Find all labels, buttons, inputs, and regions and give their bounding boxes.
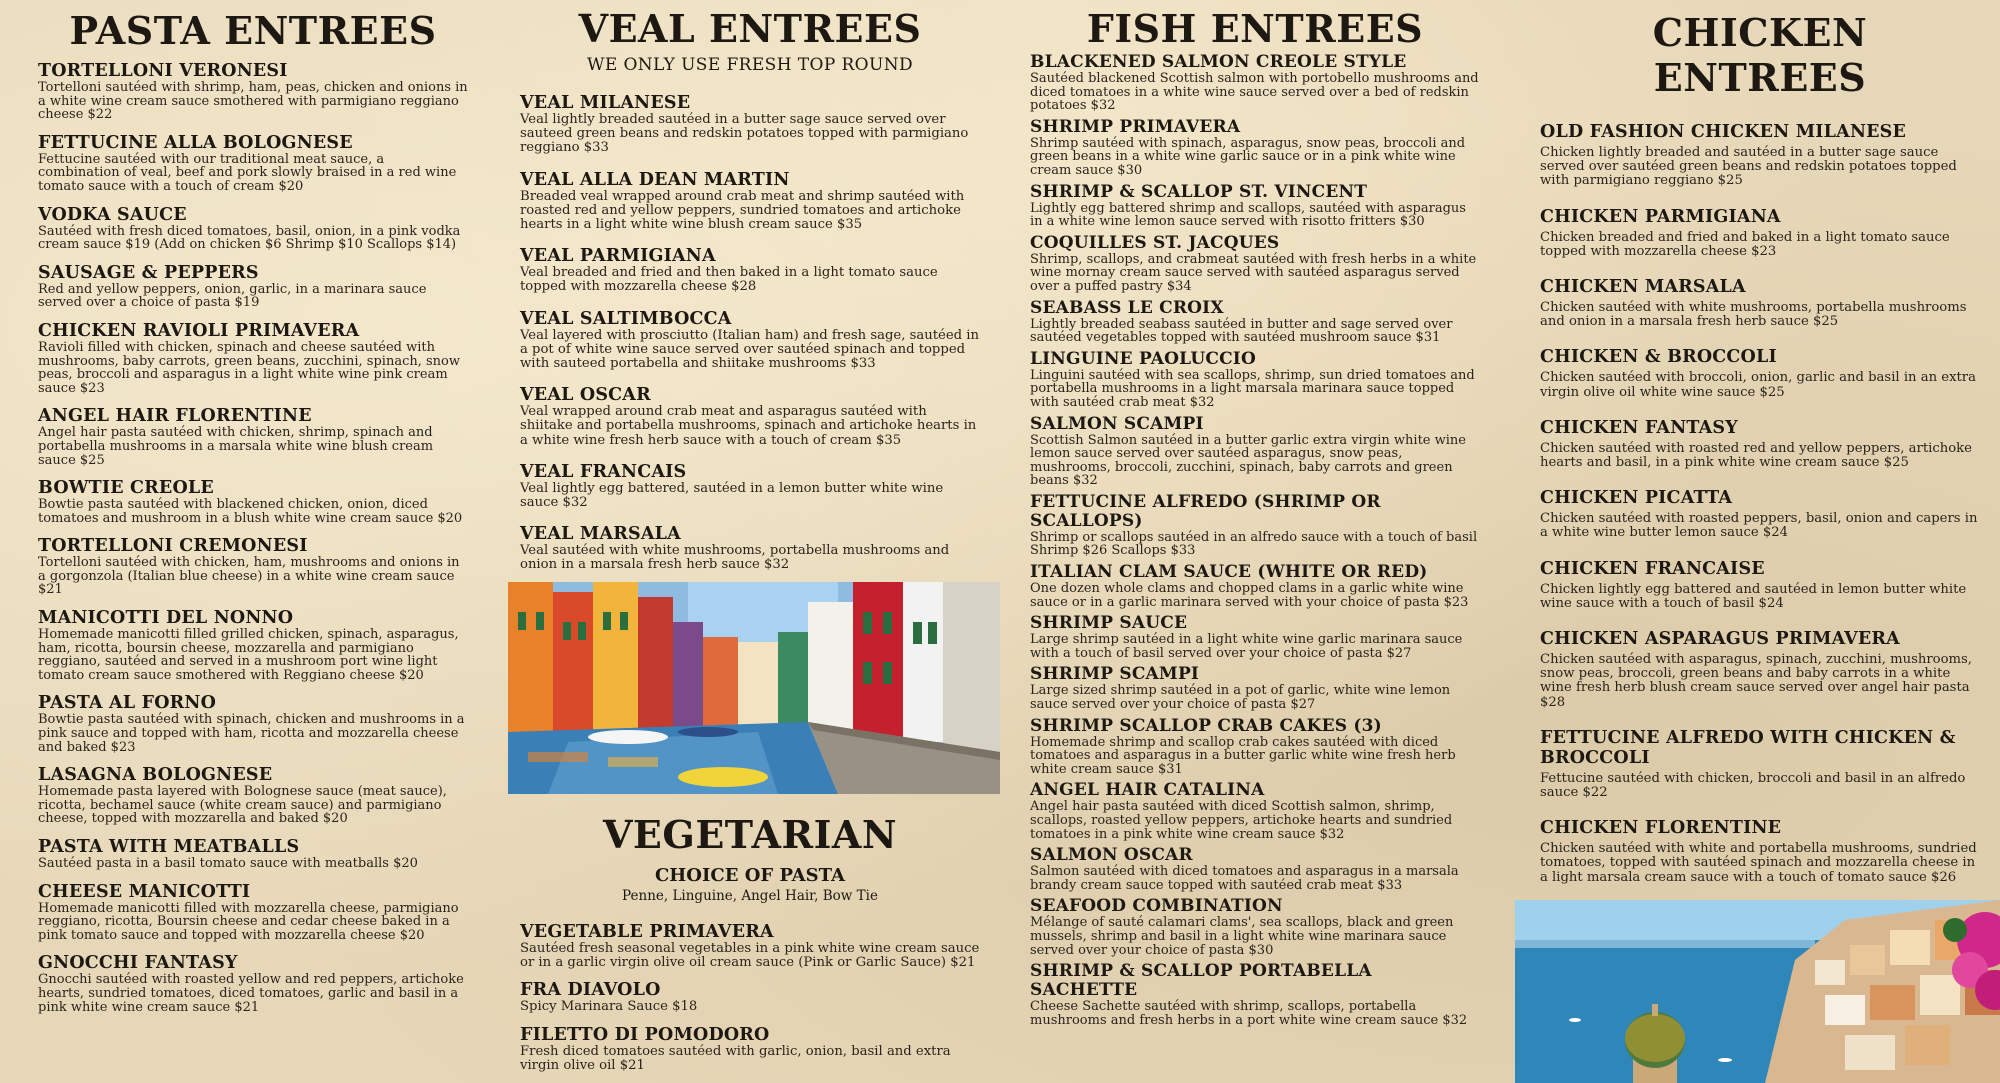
menu-item-name: VEAL ALLA DEAN MARTIN — [520, 169, 790, 190]
menu-item-description: Scottish Salmon sautéed in a butter garlic extra virgin white wine lemon sauce served over sautéed asparagus, snow peas, mushrooms, broccoli, zucchini, spinach, baby carrots and green beans $32 — [1030, 432, 1466, 489]
menu-item-description: Sautéed blackened Scottish salmon with portobello mushrooms and diced tomatoes in a white wine sauce served over a bed of redskin potatoes $32 — [1030, 71, 1479, 114]
menu-item — [1540, 728, 1980, 800]
fish-items — [1030, 53, 1480, 1027]
menu-item — [1030, 614, 1480, 660]
menu-item-name: VEAL MILANESE — [520, 93, 691, 113]
menu-item-name: SEABASS LE CROIX — [1030, 297, 1224, 318]
menu-item-description: Veal breaded and fried and then baked in a light tomato sauce topped with mozzarella cheese $28 — [520, 265, 938, 295]
menu-item-name: PASTA WITH MEATBALLS — [38, 837, 300, 857]
menu-item-name: VEAL FRANCAIS — [520, 461, 687, 482]
menu-item-name: ITALIAN CLAM SAUCE (WHITE OR RED) — [1030, 562, 1428, 583]
menu-item — [1030, 183, 1480, 229]
menu-item-name: CHICKEN MARSALA — [1540, 277, 1746, 298]
menu-item — [520, 309, 980, 372]
menu-item-description: Large shrimp sautéed in a light white wine garlic marinara sauce with a touch of basil served over your choice of pasta $27 — [1030, 632, 1463, 661]
menu-item — [1030, 781, 1480, 841]
menu-item-description: Mélange of sauté calamari clams', sea scallops, black and green mussels, shrimp and basil in a light white wine marinara sauce served over your choice of pasta $30 — [1030, 915, 1454, 958]
menu-item-description: Veal wrapped around crab meat and asparagus sautéed with shiitake and portabella mushrooms, spinach and artichoke hearts in a white wine fresh herb sauce with a touch of cream $35 — [520, 404, 977, 448]
menu-item-name: OLD FASHION CHICKEN MILANESE — [1540, 122, 1907, 142]
menu-item-name: SHRIMP & SCALLOP ST. VINCENT — [1030, 181, 1368, 202]
menu-item-description: Chicken sautéed with white mushrooms, portabella mushrooms and onion in a marsala fresh herb sauce $25 — [1540, 300, 1967, 330]
menu-item-description: Linguini sautéed with sea scallops, shrimp, sun dried tomatoes and portabella mushrooms in a light marsala marinara sauce topped with sautéed crab meat $32 — [1030, 367, 1475, 410]
menu-item-description: Large sized shrimp sautéed in a pot of garlic, white wine lemon sauce served over your choice of pasta $27 — [1030, 683, 1451, 713]
menu-item-description: Shrimp or scallops sautéed in an alfredo sauce with a touch of basil Shrimp $26 Scallops $33 — [1030, 529, 1478, 559]
menu-item-name: COQUILLES ST. JACQUES — [1030, 232, 1280, 253]
menu-item — [520, 462, 980, 510]
menu-item — [520, 980, 980, 1014]
menu-item-description: Chicken sautéed with roasted red and yellow peppers, artichoke hearts and basil, in a pink white wine cream sauce $25 — [1540, 440, 1972, 471]
menu-item-name: PASTA AL FORNO — [38, 693, 217, 714]
menu-item — [1030, 493, 1480, 558]
menu-item-name: MANICOTTI DEL NONNO — [38, 608, 294, 629]
choice-of-pasta-title: CHOICE OF PASTA — [654, 865, 846, 886]
menu-item-description: Homemade shrimp and scallop crab cakes sautéed with diced tomatoes and asparagus in a butter garlic white wine fresh herb white cream sauce $31 — [1030, 734, 1456, 777]
menu-item — [38, 478, 468, 525]
menu-item-name: FETTUCINE ALFREDO (SHRIMP OR SCALLOPS) — [1030, 491, 1381, 531]
menu-item-name: SALMON OSCAR — [1030, 845, 1193, 866]
menu-item-name: SAUSAGE & PEPPERS — [38, 262, 259, 283]
veal-items — [520, 93, 980, 573]
menu-item-name: ANGEL HAIR FLORENTINE — [38, 406, 312, 427]
menu-item — [38, 61, 468, 122]
menu-item — [1030, 415, 1480, 488]
menu-item-name: LASAGNA BOLOGNESE — [38, 765, 273, 786]
menu-item — [1030, 665, 1480, 711]
vegetarian-section-title: VEGETARIAN — [602, 812, 898, 857]
menu-item — [1540, 818, 1980, 885]
menu-item-name: VEAL PARMIGIANA — [520, 246, 716, 267]
menu-item-description: Chicken sautéed with asparagus, spinach, zucchini, mushrooms, snow peas, broccoli, green beans and baby carrots in a white wine fresh herb blush cream sauce served over angel hair pasta $28 — [1540, 652, 1972, 710]
menu-item — [38, 837, 468, 871]
vegetarian-items — [520, 922, 980, 1073]
menu-item-description: Sautéed fresh seasonal vegetables in a pink white wine cream sauce or in a garlic virgin olive oil cream sauce (Pink or Garlic Sauce) $21 — [520, 941, 980, 971]
pasta-section-title: PASTA ENTREES — [69, 8, 437, 53]
menu-item-description: Red and yellow peppers, onion, garlic, in a marinara sauce served over a choice of pasta $19 — [38, 281, 427, 311]
menu-item-description: Fettucine sautéed with our traditional meat sauce, a combination of veal, beef and pork slowly braised in a red wine tomato sauce with a touch of cream $20 — [38, 151, 457, 194]
menu-item-name: FETTUCINE ALFREDO WITH CHICKEN & BROCCOLI — [1540, 727, 1956, 768]
menu-item-description: Lightly breaded seabass sautéed in butter and sage served over sautéed vegetables topped with sautéed mushroom sauce $31 — [1030, 316, 1453, 346]
menu-item-description: Veal lightly breaded sautéed in a butter sage sauce served over sauteed green beans and redskin potatoes topped with parmigiano reggiano $33 — [520, 112, 969, 156]
menu-item-name: CHICKEN FLORENTINE — [1540, 818, 1782, 839]
menu-item — [1030, 717, 1480, 777]
menu-item — [1030, 299, 1480, 345]
menu-item — [1540, 347, 1980, 399]
menu-item-name: SHRIMP & SCALLOP PORTABELLA SACHETTE — [1030, 961, 1372, 1001]
choice-of-pasta-options: Penne, Linguine, Angel Hair, Bow Tie — [622, 888, 878, 904]
menu-item — [1030, 846, 1480, 892]
menu-item — [1540, 559, 1980, 611]
menu-item — [1540, 418, 1980, 470]
menu-item-name: VEAL OSCAR — [520, 385, 651, 406]
menu-item — [38, 953, 468, 1014]
menu-item-description: Ravioli filled with chicken, spinach and cheese sautéed with mushrooms, baby carrots, green beans, zucchini, spinach, snow peas, broccoli and asparagus in a light white wine pink cream sauce $23 — [38, 339, 460, 396]
menu-item — [520, 1025, 980, 1073]
menu-item — [1030, 53, 1480, 113]
menu-item-description: Cheese Sachette sautéed with shrimp, scallops, portabella mushrooms and fresh herbs in a port white wine cream sauce $32 — [1030, 999, 1468, 1028]
menu-item — [1540, 629, 1980, 710]
menu-item — [520, 170, 980, 233]
menu-item-name: CHICKEN RAVIOLI PRIMAVERA — [38, 320, 360, 341]
menu-item-name: CHICKEN PICATTA — [1540, 488, 1733, 509]
menu-item-name: CHEESE MANICOTTI — [38, 881, 251, 902]
menu-item — [38, 536, 468, 597]
menu-item — [1030, 118, 1480, 178]
menu-item — [1540, 488, 1980, 540]
menu-item — [38, 205, 468, 252]
menu-item-description: One dozen whole clams and chopped clams in a garlic white wine sauce or in a garlic marinara served with your choice of pasta $23 — [1030, 581, 1469, 610]
menu-item — [1030, 962, 1480, 1027]
menu-item-description: Veal lightly egg battered, sautéed in a lemon butter white wine sauce $32 — [520, 480, 944, 511]
menu-item-name: FETTUCINE ALLA BOLOGNESE — [38, 132, 353, 153]
menu-item-name: CHICKEN FANTASY — [1540, 417, 1738, 438]
menu-item-name: SHRIMP SCAMPI — [1030, 664, 1200, 685]
menu-item-name: VODKA SAUCE — [38, 204, 187, 225]
menu-item — [38, 321, 468, 395]
menu-item-name: CHICKEN FRANCAISE — [1540, 558, 1765, 579]
menu-item-description: Shrimp sautéed with spinach, asparagus, snow peas, broccoli and green beans in a white wine garlic sauce or in a pink white wine cream sauce $30 — [1030, 135, 1466, 178]
menu-item-name: VEGETABLE PRIMAVERA — [520, 922, 774, 942]
menu-item — [1030, 897, 1480, 957]
menu-item — [38, 133, 468, 194]
menu-item-description: Homemade manicotti filled with mozzarella cheese, parmigiano reggiano, ricotta, Boursin cheese and cedar cheese baked in a pink tomato sauce and topped with mozzarella cheese $20 — [38, 900, 459, 943]
chicken-items — [1540, 122, 1980, 969]
coastal-village-photo — [1515, 900, 2000, 1083]
menu-item-description: Fettucine sautéed with chicken, broccoli and basil in an alfredo sauce $22 — [1540, 770, 1966, 801]
menu-item — [520, 524, 980, 572]
menu-item-name: SHRIMP SAUCE — [1030, 613, 1188, 634]
veal-subtitle: WE ONLY USE FRESH TOP ROUND — [586, 55, 914, 75]
menu-item-description: Lightly egg battered shrimp and scallops, sautéed with asparagus in a white wine lemon sauce served with risotto fritters $30 — [1030, 200, 1466, 230]
menu-item — [38, 263, 468, 310]
vegetarian-section — [520, 812, 980, 1083]
menu-item-description: Angel hair pasta sautéed with chicken, shrimp, spinach and portabella mushrooms in a marsala white wine blush cream sauce $25 — [38, 425, 434, 468]
pasta-items — [38, 61, 468, 1014]
menu-item-description: Sautéed pasta in a basil tomato sauce with meatballs $20 — [38, 856, 418, 871]
menu-item-description: Veal sautéed with white mushrooms, portabella mushrooms and onion in a marsala fresh herb sauce $32 — [520, 543, 950, 573]
menu-item-name: GNOCCHI FANTASY — [38, 953, 238, 974]
menu-item — [1030, 563, 1480, 609]
menu-item-name: SEAFOOD COMBINATION — [1030, 896, 1283, 917]
menu-item — [520, 922, 980, 970]
menu-item-name: CHICKEN ASPARAGUS PRIMAVERA — [1540, 629, 1900, 650]
menu-item — [520, 385, 980, 448]
menu-item-name: FILETTO DI POMODORO — [520, 1024, 770, 1045]
menu-item-name: TORTELLONI VERONESI — [38, 61, 288, 81]
menu-item — [1540, 122, 1980, 189]
menu-item — [38, 882, 468, 943]
veal-section-title: VEAL ENTREES — [578, 6, 922, 51]
menu-item — [1030, 234, 1480, 294]
menu-item-name: BOWTIE CREOLE — [38, 478, 214, 499]
menu-item-name: BLACKENED SALMON CREOLE STYLE — [1030, 52, 1407, 72]
menu-item-name: TORTELLONI CREMONESI — [38, 536, 308, 557]
menu-item-description: Chicken sautéed with broccoli, onion, garlic and basil in an extra virgin olive oil white wine sauce $25 — [1540, 370, 1976, 400]
fish-section-title: FISH ENTREES — [1086, 6, 1424, 51]
menu-item — [1540, 277, 1980, 329]
pasta-column — [38, 0, 468, 1083]
menu-item — [38, 406, 468, 467]
menu-item-description: Shrimp, scallops, and crabmeat sautéed with fresh herbs in a white wine mornay cream sauce served with sautéed asparagus served over a puffed pastry $34 — [1030, 251, 1477, 294]
venice-canal-photo — [508, 582, 1000, 794]
menu-item-description: Gnocchi sautéed with roasted yellow and red peppers, artichoke hearts, sundried tomatoes, diced tomatoes, garlic and basil in a pink white wine cream sauce $21 — [38, 972, 464, 1015]
menu-item — [38, 608, 468, 682]
menu-item-description: Veal layered with prosciutto (Italian ham) and fresh sage, sautéed in a pot of white wine sauce served over sautéed spinach and topped with sauteed portabella and shiitake mushrooms $33 — [520, 327, 979, 372]
menu-item — [1540, 207, 1980, 259]
menu-item-name: LINGUINE PAOLUCCIO — [1030, 348, 1256, 369]
menu-item-description: Spicy Marinara Sauce $18 — [520, 999, 698, 1015]
fish-column — [1030, 0, 1480, 1083]
menu-item-description: Chicken breaded and fried and baked in a light tomato sauce topped with mozzarella cheese $23 — [1540, 229, 1950, 259]
menu-item-description: Fresh diced tomatoes sautéed with garlic, onion, basil and extra virgin olive oil $21 — [520, 1043, 951, 1073]
menu-item — [38, 693, 468, 754]
menu-item-description: Chicken lightly egg battered and sautéed in lemon butter white wine sauce with a touch of basil $24 — [1540, 581, 1967, 611]
menu-item-description: Chicken sautéed with roasted peppers, basil, onion and capers in a white wine butter lemon sauce $24 — [1540, 511, 1978, 541]
menu-item-name: SHRIMP PRIMAVERA — [1030, 116, 1241, 137]
menu-item-description: Salmon sautéed with diced tomatoes and asparagus in a marsala brandy cream sauce topped with sautéed crab meat $33 — [1030, 864, 1459, 893]
menu-item-name: FRA DIAVOLO — [520, 980, 661, 1001]
menu-item-name: VEAL SALTIMBOCCA — [520, 308, 732, 329]
menu-item-description: Breaded veal wrapped around crab meat and shrimp sautéed with roasted red and yellow peppers, sundried tomatoes and artichoke hearts in a light white wine blush cream sauce $35 — [520, 188, 965, 233]
menu-item-name: CHICKEN & BROCCOLI — [1540, 347, 1777, 368]
menu-item-name: SHRIMP SCALLOP CRAB CAKES (3) — [1030, 715, 1382, 736]
menu-item — [38, 765, 468, 826]
menu-item-description: Bowtie pasta sautéed with spinach, chicken and mushrooms in a pink sauce and topped with ham, ricotta and mozzarella cheese and baked $23 — [38, 712, 465, 755]
menu-item-name: SALMON SCAMPI — [1030, 413, 1204, 434]
chicken-section-title: CHICKEN ENTREES — [1652, 10, 1868, 100]
menu-item — [520, 246, 980, 294]
menu-item-description: Chicken lightly breaded and sautéed in a butter sage sauce served over sautéed green beans and redskin potatoes topped with parmigiano reggiano $25 — [1540, 145, 1957, 189]
menu-item — [1030, 350, 1480, 410]
menu-item-description: Bowtie pasta sautéed with blackened chicken, onion, diced tomatoes and mushroom in a blush white wine cream sauce $20 — [38, 497, 463, 526]
menu-item-description: Angel hair pasta sautéed with diced Scottish salmon, shrimp, scallops, roasted yellow peppers, artichoke hearts and sundried tomatoes in a pink white wine cream sauce $32 — [1030, 799, 1453, 842]
menu-item-description: Sautéed with fresh diced tomatoes, basil, onion, in a pink vodka cream sauce $19 (Add on chicken $6 Shrimp $10 Scallops $14) — [38, 223, 461, 253]
menu-item — [520, 93, 980, 156]
menu-item-description: Chicken sautéed with white and portabella mushrooms, sundried tomatoes, topped with sautéed spinach and mozzarella cheese in a light marsala cream sauce with a touch of tomato sauce $26 — [1540, 841, 1977, 885]
menu-item-description: Tortelloni sautéed with chicken, ham, mushrooms and onions in a gorgonzola (Italian blue cheese) in a white wine cream sauce $21 — [38, 555, 460, 598]
menu-item-name: CHICKEN PARMIGIANA — [1540, 206, 1781, 227]
menu-item-description: Tortelloni sautéed with shrimp, ham, peas, chicken and onions in a white wine cream sauce smothered with parmigiano reggiano cheese $22 — [38, 80, 468, 123]
menu-item-name: ANGEL HAIR CATALINA — [1030, 780, 1265, 801]
menu-item-description: Homemade pasta layered with Bolognese sauce (meat sauce), ricotta, bechamel sauce (white cream sauce) and parmigiano cheese, topped with mozzarella and baked $20 — [38, 784, 447, 827]
menu-item-name: VEAL MARSALA — [520, 524, 681, 545]
menu-item-description: Homemade manicotti filled grilled chicken, spinach, asparagus, ham, ricotta, boursin cheese, mozzarella and parmigiano reggiano, sautéed and served in a mushroom port wine light tomato cream sauce smothered with Reggiano cheese $20 — [38, 627, 459, 683]
